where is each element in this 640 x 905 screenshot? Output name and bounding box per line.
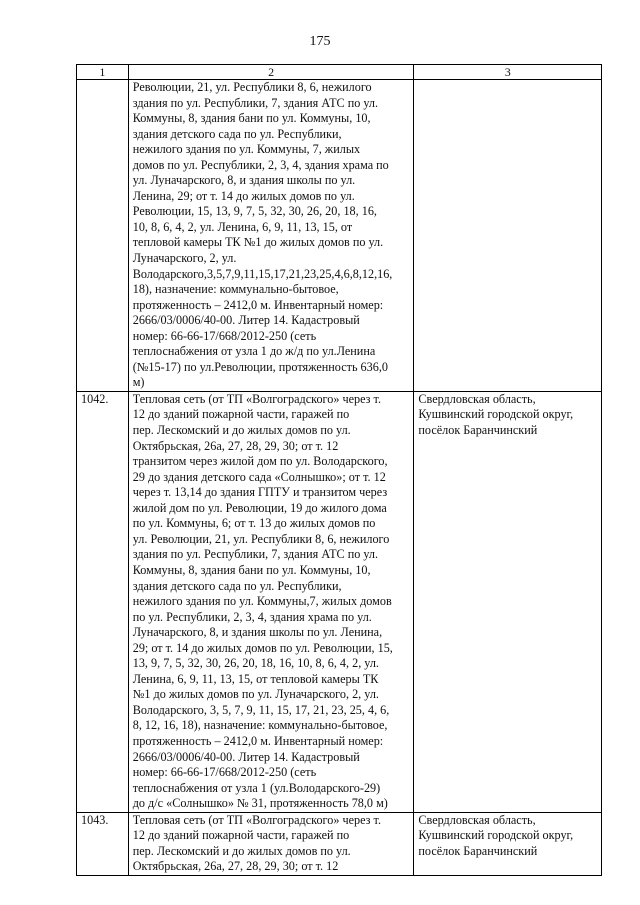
- column-header-1: 1: [77, 65, 129, 80]
- description-line: пер. Лескомский и до жилых домов по ул.: [132, 423, 351, 438]
- description-line: по ул. Республики, 2, 3, 4, здания храма по ул.: [132, 609, 372, 624]
- description-line: 12 до зданий пожарной части, гаражей по: [132, 828, 350, 843]
- description-line: (№15-17) по ул.Революции, протяженность 636,0: [132, 359, 388, 374]
- description-line: номер: 66-66-17/668/2012-250 (сеть: [132, 765, 317, 780]
- column-header-2: 2: [128, 65, 414, 80]
- description-line: ул. Революции, 21, ул. Республики 8, 6, нежилого: [132, 531, 390, 546]
- description-line: теплоснабжения от узла 1 (ул.Володарского-29): [132, 780, 381, 795]
- location-line: Свердловская область,: [418, 391, 536, 406]
- location-line: Свердловская область,: [418, 812, 536, 827]
- object-description: [128, 812, 414, 875]
- entry-number: 1042.: [77, 391, 129, 812]
- description-line: 8, 12, 16, 18), назначение: коммунально-бытовое,: [132, 718, 388, 733]
- description-line: теплоснабжения от узла 1 до ж/д по ул.Ленина: [132, 344, 376, 359]
- description-line: Октябрьская, 26а, 27, 28, 29, 30; от т. 12: [132, 859, 339, 874]
- entry-number: [77, 80, 129, 392]
- description-line: ул. Луначарского, 8, и здания школы по ул.: [132, 173, 356, 188]
- description-line: Володарского,3,5,7,9,11,15,17,21,23,25,4,6,8,12,16,: [132, 266, 393, 281]
- description-line: 18), назначение: коммунально-бытовое,: [132, 282, 339, 297]
- description-line: Ленина, 6, 9, 11, 13, 15, от тепловой камеры ТК: [132, 671, 379, 686]
- description-line: здания детского сада по ул. Республики,: [132, 578, 342, 593]
- description-line: транзитом через жилой дом по ул. Володарского,: [132, 454, 388, 469]
- description-line: Ленина, 29; от т. 14 до жилых домов по ул.: [132, 188, 355, 203]
- location-line: посёлок Баранчинский: [418, 843, 538, 858]
- description-line: 29; от т. 14 до жилых домов по ул. Революции, 15,: [132, 640, 393, 655]
- description-line: №1 до жилых домов по ул. Луначарского, 2, ул.: [132, 687, 379, 702]
- description-line: через т. 13,14 до здания ГПТУ и транзитом через: [132, 485, 388, 500]
- table-row: [77, 80, 602, 392]
- column-header-3: 3: [414, 65, 602, 80]
- location-line: Кушвинский городской округ,: [418, 407, 574, 422]
- object-description: [128, 80, 414, 392]
- page-number: 175: [309, 34, 331, 49]
- description-line: до д/с «Солнышко» № 31, протяженность 78,0 м): [132, 796, 388, 811]
- description-line: пер. Лескомский и до жилых домов по ул.: [132, 843, 351, 858]
- description-line: домов по ул. Республики, 2, 3, 4, здания храма по: [132, 157, 389, 172]
- description-line: Володарского, 3, 5, 7, 9, 11, 15, 17, 21, 23, 25, 4, 6,: [132, 702, 390, 717]
- description-line: номер: 66-66-17/668/2012-250 (сеть: [132, 328, 317, 343]
- description-line: 10, 8, 6, 4, 2, ул. Ленина, 6, 9, 11, 13, 15, от: [132, 219, 353, 234]
- description-line: Революции, 21, ул. Республики 8, 6, нежилого: [132, 80, 372, 94]
- table-row: [77, 812, 602, 875]
- description-line: Тепловая сеть (от ТП «Волгоградского» через т.: [132, 812, 381, 827]
- description-line: здания по ул. Республики, 7, здания АТС по ул.: [132, 95, 379, 110]
- description-line: по ул. Коммуны, 6; от т. 13 до жилых домов по: [132, 516, 376, 531]
- description-line: жилой дом по ул. Революции, 19 до жилого дома: [132, 500, 387, 515]
- description-line: 2666/03/0006/40-00. Литер 14. Кадастровый: [132, 749, 360, 764]
- description-line: м): [132, 375, 145, 390]
- description-line: Коммуны, 8, здания бани по ул. Коммуны, 10,: [132, 111, 371, 126]
- table-row: [77, 391, 602, 812]
- object-location: [414, 391, 602, 812]
- description-line: 29 до здания детского сада «Солнышко»; от т. 12: [132, 469, 386, 484]
- description-line: тепловой камеры ТК №1 до жилых домов по ул.: [132, 235, 384, 250]
- description-line: здания по ул. Республики, 7, здания АТС по ул.: [132, 547, 379, 562]
- description-line: Октябрьская, 26а, 27, 28, 29, 30; от т. 12: [132, 438, 339, 453]
- object-description: [128, 391, 414, 812]
- description-line: протяженность – 2412,0 м. Инвентарный номер:: [132, 297, 384, 312]
- description-line: Тепловая сеть (от ТП «Волгоградского» через т.: [132, 391, 381, 406]
- description-line: Луначарского, 2, ул.: [132, 251, 237, 266]
- description-line: протяженность – 2412,0 м. Инвентарный номер:: [132, 733, 384, 748]
- description-line: нежилого здания по ул. Коммуны,7, жилых домов: [132, 594, 392, 609]
- location-line: Кушвинский городской округ,: [418, 828, 574, 843]
- description-line: 12 до зданий пожарной части, гаражей по: [132, 407, 350, 422]
- property-table: [76, 64, 602, 876]
- description-line: здания детского сада по ул. Республики,: [132, 126, 342, 141]
- description-line: 13, 9, 7, 5, 32, 30, 26, 20, 18, 16, 10, 8, 6, 4, 2, ул.: [132, 656, 379, 671]
- description-line: нежилого здания по ул. Коммуны, 7, жилых: [132, 142, 361, 157]
- object-location: [414, 812, 602, 875]
- description-line: 2666/03/0006/40-00. Литер 14. Кадастровый: [132, 313, 360, 328]
- table-header-row: [77, 65, 602, 80]
- description-line: Коммуны, 8, здания бани по ул. Коммуны, 10,: [132, 562, 371, 577]
- entry-number: 1043.: [77, 812, 129, 875]
- description-line: Луначарского, 8, и здания школы по ул. Ленина,: [132, 625, 383, 640]
- location-line: посёлок Баранчинский: [418, 423, 538, 438]
- object-location: [414, 80, 602, 392]
- description-line: Революции, 15, 13, 9, 7, 5, 32, 30, 26, 20, 18, 16,: [132, 204, 377, 219]
